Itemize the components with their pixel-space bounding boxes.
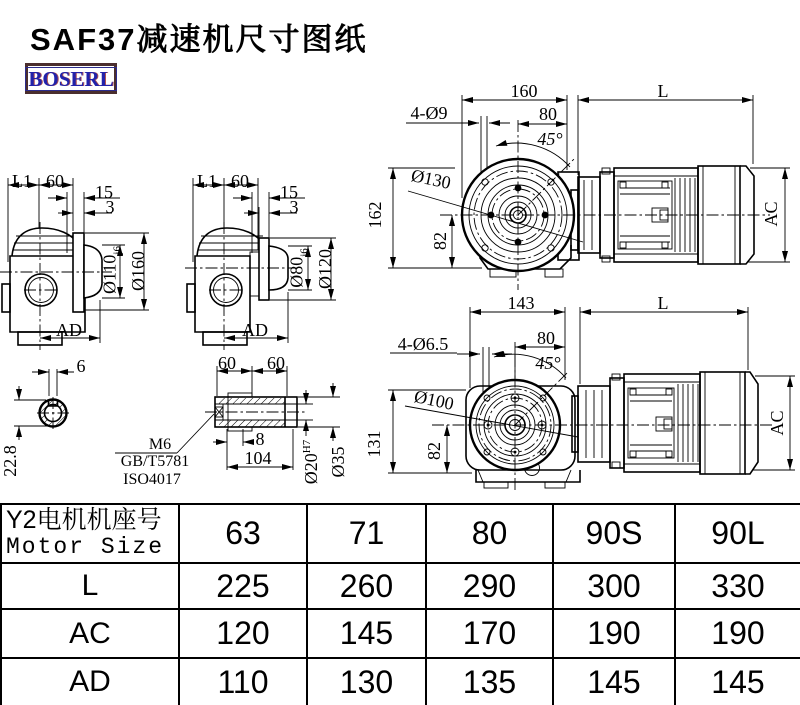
dim-dia35: Ø35 bbox=[328, 446, 348, 478]
label-m6: M6 bbox=[148, 436, 172, 453]
dim-162: 162 bbox=[365, 201, 385, 229]
table-header-label bbox=[1, 504, 179, 563]
table-header-row bbox=[1, 504, 800, 563]
dim-8: 8 bbox=[255, 429, 265, 449]
row-label-ac: AC bbox=[1, 609, 179, 658]
dim-160: 160 bbox=[510, 81, 538, 101]
table-row bbox=[1, 563, 800, 609]
cell: 190 bbox=[553, 609, 675, 658]
col-71: 71 bbox=[307, 504, 426, 563]
dim-dia130: Ø130 bbox=[409, 165, 453, 193]
brand-logo-text: BOSERL bbox=[25, 67, 116, 91]
dim-6: 6 bbox=[76, 356, 86, 376]
dim-45deg-bot: 45° bbox=[535, 353, 561, 373]
label-iso4017: ISO4017 bbox=[123, 471, 181, 488]
cell: 120 bbox=[179, 609, 307, 658]
cell: 145 bbox=[675, 658, 800, 705]
dim-4xd65: 4-Ø6.5 bbox=[397, 334, 449, 354]
dim-ac-bot: AC bbox=[767, 410, 787, 436]
cell: 170 bbox=[426, 609, 553, 658]
dim-l-bot: L bbox=[657, 293, 669, 313]
cell: 300 bbox=[553, 563, 675, 609]
dim-60-b: 60 bbox=[231, 171, 249, 191]
cell: 145 bbox=[553, 658, 675, 705]
table-row bbox=[1, 609, 800, 658]
dim-60-shaft-1: 60 bbox=[218, 353, 236, 373]
cell: 190 bbox=[675, 609, 800, 658]
dim-dia80-b: $Ø80_{j6}$ bbox=[286, 248, 311, 288]
dim-80-top: 80 bbox=[539, 104, 557, 124]
col-80: 80 bbox=[426, 504, 553, 563]
page-title: SAF37减速机尺寸图纸 bbox=[30, 22, 368, 57]
dim-4xd9: 4-Ø9 bbox=[410, 103, 448, 123]
dim-l1-b: L1 bbox=[197, 171, 217, 191]
dim-143: 143 bbox=[507, 293, 535, 313]
row-label-ad: AD bbox=[1, 658, 179, 705]
dim-dia120-b: Ø120 bbox=[315, 249, 335, 289]
dim-15-a: 15 bbox=[95, 182, 113, 202]
table-header-cn: Y2电机机座号 bbox=[6, 506, 162, 535]
dim-ad-b: AD bbox=[242, 320, 268, 340]
dim-dia20h7: $Ø20^{H7}$ bbox=[301, 439, 321, 485]
dim-dia100: Ø100 bbox=[412, 386, 456, 414]
cell: 130 bbox=[307, 658, 426, 705]
dim-3-a: 3 bbox=[105, 197, 115, 217]
cell: 145 bbox=[307, 609, 426, 658]
dim-dia160-a: Ø160 bbox=[128, 251, 148, 291]
table-header-en: Motor Size bbox=[6, 533, 165, 560]
cell: 110 bbox=[179, 658, 307, 705]
col-90l: 90L bbox=[675, 504, 800, 563]
dim-82-bot: 82 bbox=[424, 442, 444, 460]
dim-60-a: 60 bbox=[46, 171, 64, 191]
label-gb-t5781: GB/T5781 bbox=[120, 453, 190, 470]
dim-22-8: 22.8 bbox=[0, 445, 20, 477]
cell: 260 bbox=[307, 563, 426, 609]
table-row bbox=[1, 658, 800, 705]
dim-104: 104 bbox=[244, 448, 272, 468]
dim-l-top: L bbox=[657, 81, 669, 101]
dim-3-b: 3 bbox=[289, 197, 299, 217]
cell: 225 bbox=[179, 563, 307, 609]
col-63: 63 bbox=[179, 504, 307, 563]
dim-80-bot: 80 bbox=[537, 328, 555, 348]
dim-15-b: 15 bbox=[280, 182, 298, 202]
dim-l1-a: L1 bbox=[12, 171, 32, 191]
dim-82-top: 82 bbox=[430, 232, 450, 250]
dim-60-shaft-2: 60 bbox=[267, 353, 285, 373]
motor-size-table bbox=[0, 503, 800, 705]
dim-131: 131 bbox=[364, 430, 384, 458]
dim-dia110-a: $Ø110_{j6}$ bbox=[99, 246, 124, 294]
cell: 330 bbox=[675, 563, 800, 609]
dim-45deg-top: 45° bbox=[537, 129, 563, 149]
view-shaft-end bbox=[14, 369, 74, 440]
dim-ac-top: AC bbox=[761, 201, 781, 227]
col-90s: 90S bbox=[553, 504, 675, 563]
dim-ad-a: AD bbox=[56, 320, 82, 340]
cell: 135 bbox=[426, 658, 553, 705]
cell: 290 bbox=[426, 563, 553, 609]
row-label-l: L bbox=[1, 563, 179, 609]
